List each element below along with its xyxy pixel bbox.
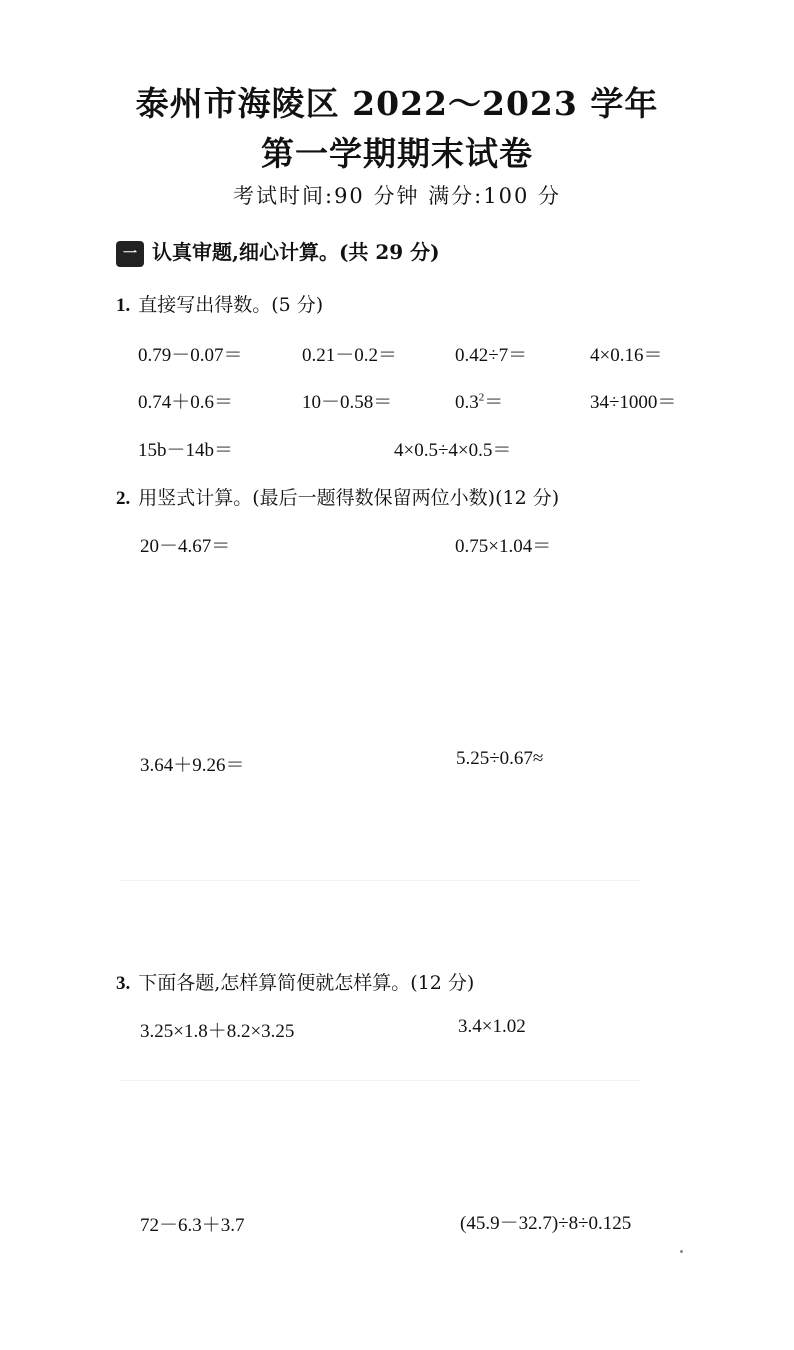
q1-expr-2: 0.21－0.2＝: [302, 345, 398, 366]
q1-expr-5: 0.74＋0.6＝: [138, 392, 234, 413]
q1-expr-10: 4×0.5÷4×0.5＝: [394, 440, 512, 461]
exam-title-line2: 第一学期期末试卷: [261, 134, 533, 173]
question-1-prompt: [116, 290, 323, 317]
q1-expr-6: 10－0.58＝: [302, 392, 393, 413]
question-text: 直接写出得数。(5 分): [138, 294, 324, 316]
q2-expr-4: 5.25÷0.67≈: [456, 748, 544, 769]
question-number: 1.: [116, 295, 131, 316]
section-1-heading: [116, 236, 440, 267]
question-number: 3.: [116, 973, 131, 994]
q1-expr-7: [455, 387, 503, 414]
q1-expr-7-base: 0.3: [455, 392, 479, 413]
q1-expr-4: 4×0.16＝: [590, 345, 663, 366]
q3-expr-2: 3.4×1.02: [458, 1016, 526, 1037]
q2-expr-3: 3.64＋9.26＝: [140, 755, 245, 776]
q1-expr-7-exponent: 2: [478, 391, 485, 404]
q3-expr-3: 72－6.3＋3.7: [140, 1215, 245, 1236]
scan-artifact: [120, 880, 640, 881]
question-2-prompt: [116, 483, 559, 510]
q2-expr-2: 0.75×1.04＝: [455, 536, 552, 557]
question-number: 2.: [116, 488, 131, 509]
exam-info: 考试时间:90 分钟 满分:100 分: [233, 184, 561, 208]
q1-expr-9: 15b－14b＝: [138, 440, 234, 461]
scan-speck: [680, 1250, 683, 1253]
q1-expr-7-equals: ＝: [484, 392, 504, 413]
q1-expr-3: 0.42÷7＝: [455, 345, 528, 366]
question-3-prompt: [116, 968, 474, 995]
q2-expr-1: 20－4.67＝: [140, 536, 231, 557]
q1-expr-8: 34÷1000＝: [590, 392, 677, 413]
section-number-badge: 一: [116, 241, 144, 267]
exam-title-line1: 泰州市海陵区 2022～2023 学年: [135, 84, 659, 123]
q1-expr-1: 0.79－0.07＝: [138, 345, 243, 366]
q3-expr-4: (45.9－32.7)÷8÷0.125: [460, 1213, 632, 1234]
question-text: 下面各题,怎样算简便就怎样算。(12 分): [138, 972, 475, 994]
scan-artifact: [120, 1080, 640, 1081]
section-1-title: 认真审题,细心计算。(共 29 分): [152, 240, 440, 264]
question-text: 用竖式计算。(最后一题得数保留两位小数)(12 分): [138, 487, 560, 509]
q3-expr-1: 3.25×1.8＋8.2×3.25: [140, 1021, 295, 1042]
